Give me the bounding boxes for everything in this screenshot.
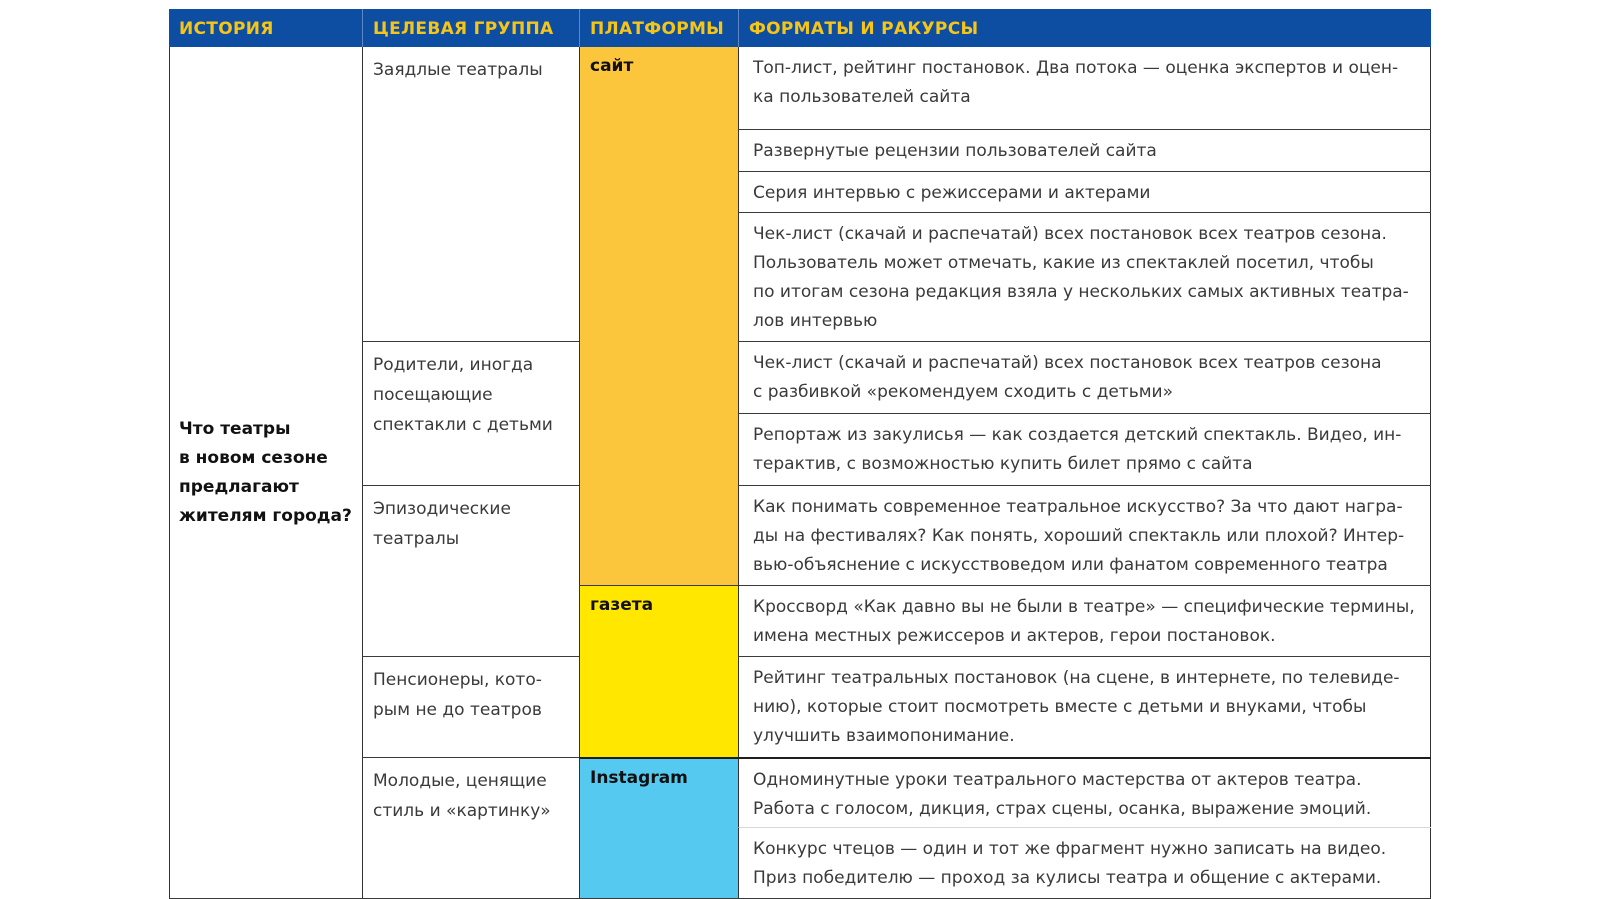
format-line: Пользователь может отмечать, какие из спектаклей посетил, чтобы [753,253,1374,273]
format-line: Чек-лист (скачай и распечатай) всех постановок всех театров сезона. [753,224,1387,244]
format-line: Конкурс чтецов — один и тот же фрагмент нужно записать на видео. [753,839,1387,859]
format-line: улучшить взаимопонимание. [753,726,1015,746]
group-line: Молодые, ценящие [373,771,547,791]
header-platforms: ПЛАТФОРМЫ [579,9,738,47]
group-theatergoers [362,47,579,341]
format-item [738,129,1431,171]
format-line: по итогам сезона редакция взяла у нескольких самых активных театра- [753,282,1409,302]
story-line: в новом сезоне [179,448,328,468]
group-line: Эпизодические [373,499,511,519]
format-line: Репортаж из закулисья — как создается детский спектакль. Видео, ин- [753,425,1402,445]
group-line: посещающие [373,385,493,405]
platform-instagram: Instagram [579,757,738,898]
story-line: Что театры [179,419,291,439]
format-item [738,171,1431,212]
format-item [738,656,1431,757]
format-item [738,212,1431,341]
group-line: Заядлые театралы [373,60,543,80]
group-young [362,757,579,898]
group-pensioners [362,656,579,757]
group-line: рым не до театров [373,700,542,720]
format-line: Серия интервью с режиссерами и актерами [753,183,1151,203]
group-parents [362,341,579,485]
format-line: ды на фестивалях? Как понять, хороший спектакль или плохой? Интер- [753,526,1405,546]
format-line: Как понимать современное театральное искусство? За что дают награ- [753,497,1403,517]
format-item [738,413,1431,485]
format-item [738,341,1431,413]
format-line: Кроссворд «Как давно вы не были в театре» — специфические термины, [753,597,1415,617]
group-line: театралы [373,529,460,549]
format-item [738,47,1431,129]
header-formats: ФОРМАТЫ И РАКУРСЫ [738,9,1431,47]
group-line: Пенсионеры, кото- [373,670,542,690]
group-line: Родители, иногда [373,355,534,375]
format-line: ка пользователей сайта [753,87,971,107]
group-line: спектакли с детьми [373,415,553,435]
content-table [169,9,1431,899]
format-line: Одноминутные уроки театрального мастерства от актеров театра. [753,770,1362,790]
format-line: Чек-лист (скачай и распечатай) всех постановок всех театров сезона [753,353,1382,373]
header-history: ИСТОРИЯ [169,9,362,47]
format-line: вью-объяснение с искусствоведом или фанатом современного театра [753,555,1388,575]
group-line: стиль и «картинку» [373,801,551,821]
platform-newspaper: газета [579,585,738,757]
format-line: Рейтинг театральных постановок (на сцене, в интернете, по телевиде- [753,668,1400,688]
format-line: имена местных режиссеров и актеров, герои постановок. [753,626,1276,646]
format-item [738,585,1431,656]
format-line: Работа с голосом, дикция, страх сцены, осанка, выражение эмоций. [753,799,1372,819]
story-cell [169,415,362,531]
header-target-group: ЦЕЛЕВАЯ ГРУППА [362,9,579,47]
format-line: с разбивкой «рекомендуем сходить с детьми» [753,382,1173,402]
format-item [738,757,1431,827]
format-line: Приз победителю — проход за кулисы театра и общение с актерами. [753,868,1382,888]
story-line: жителям города? [179,506,352,526]
format-item [738,827,1431,898]
format-line: Топ-лист, рейтинг постановок. Два потока — оценка экспертов и оцен- [753,58,1399,78]
platform-site: сайт [579,47,738,585]
format-line: терактив, с возможностью купить билет прямо с сайта [753,454,1253,474]
story-line: предлагают [179,477,299,497]
format-line: лов интервью [753,311,878,331]
format-item [738,485,1431,585]
format-line: нию), которые стоит посмотреть вместе с детьми и внуками, чтобы [753,697,1367,717]
format-line: Развернутые рецензии пользователей сайта [753,141,1157,161]
group-episodic [362,485,579,656]
